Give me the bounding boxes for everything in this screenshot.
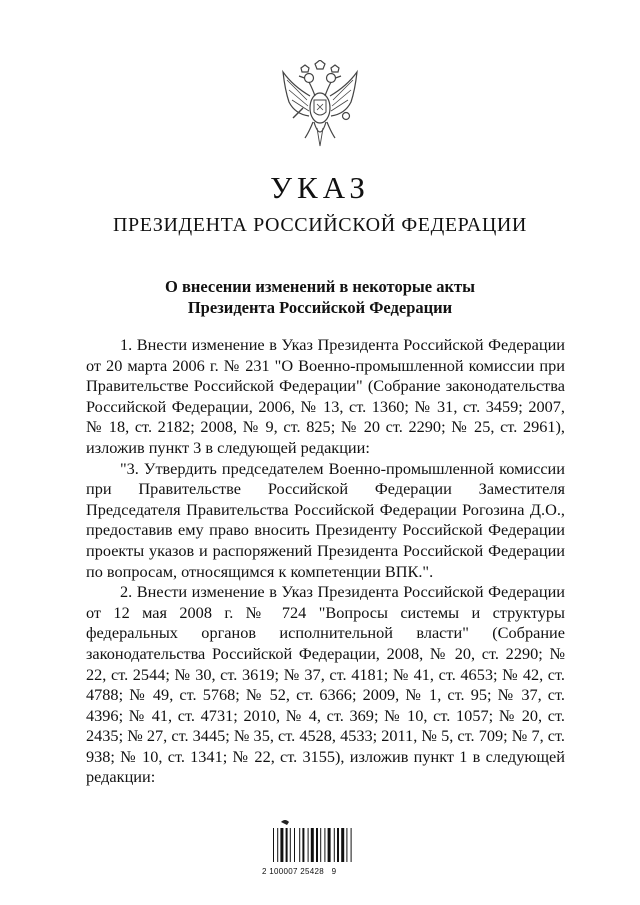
paragraph-2: "3. Утвердить председателем Военно-промышленной комиссии при Правительстве Российской Федерации Заместителя Председателя Правительства Российской Федерации Рогозина Д.О., предоставив ему право вносить Президенту Российской Федерации проекты указов и распоряжений Президента Российской Федерации по вопросам, относящимся к компетенции ВПК.". (86, 458, 565, 581)
document-title: УКАЗ (270, 170, 370, 205)
document-body (86, 335, 565, 788)
barcode-icon (271, 818, 361, 864)
subject-line-1: О внесении изменений в некоторые акты (165, 277, 475, 296)
state-emblem-icon (279, 60, 361, 152)
paragraph-1: 1. Внести изменение в Указ Президента Российской Федерации от 20 марта 2006 г. № 231 "О Военно-промышленной комиссии при Правительстве Российской Федерации" (Собрание законодательства Российской Федерации, 2006, № 13, ст. 1360; № 31, ст. 3459; 2007, № 18, ст. 2182; 2008, № 9, ст. 825; № 20 ст. 2290; № 25, ст. 2961), изложив пункт 3 в следующей редакции: (86, 335, 565, 457)
document-subtitle: ПРЕЗИДЕНТА РОССИЙСКОЙ ФЕДЕРАЦИИ (113, 214, 527, 236)
paragraph-3: 2. Внести изменение в Указ Президента Российской Федерации от 12 мая 2008 г. № 724 "Вопросы системы и структуры федеральных органов исполнительной власти" (Собрание законодательства Российской Федерации, 2008, № 20, ст. 2290; № 22, ст. 2544; № 30, ст. 3619; № 37, ст. 4181; № 41, ст. 4653; № 42, ст. 4788; № 49, ст. 5768; № 52, ст. 6366; 2009, № 1, ст. 95; № 37, ст. 4396; № 41, ст. 4731; 2010, № 4, ст. 369; № 10, ст. 1057; № 20, ст. 2435; № 27, ст. 3445; № 35, ст. 4528, 4533; 2011, № 5, ст. 709; № 7, ст. 938; № 10, ст. 1341; № 22, ст. 3155), изложив пункт 1 в следующей редакции: (86, 582, 565, 787)
subject-line-2: Президента Российской Федерации (187, 298, 453, 317)
barcode-number: 2 100007 25428 9 (262, 867, 337, 876)
document-subject (0, 276, 640, 318)
